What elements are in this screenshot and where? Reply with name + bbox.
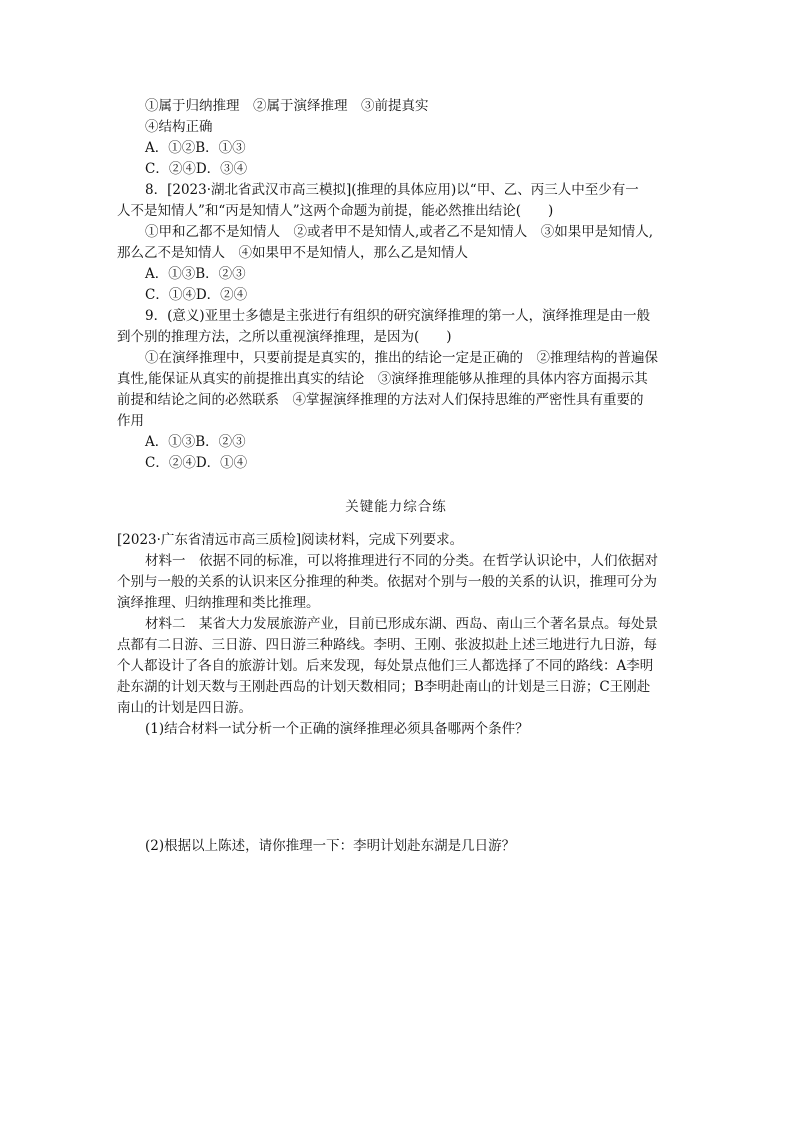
material-2-line-5: 南山的计划是四日游。: [117, 700, 252, 716]
q9-answer-choices-cd: C．②④D．①④: [145, 455, 248, 471]
q7-answer-choices-cd: C．②④D．③④: [145, 161, 248, 177]
q8-answer-choices-cd: C．①④D．②④: [145, 287, 248, 303]
material-1-line-2: 个别与一般的关系的认识来区分推理的种类。依据对个别与一般的关系的认识，推理可分为: [117, 574, 657, 590]
q9-answer-choices-ab: A．①③B．②③: [145, 434, 246, 450]
material-1-line-1: 材料一 依据不同的标准，可以将推理进行不同的分类。在哲学认识论中，人们依据对: [145, 553, 658, 569]
q9-options-line-2: 真性,能保证从真实的前提推出真实的结论 ③演绎推理能够从推理的具体内容方面揭示其: [117, 371, 648, 387]
q7-answer-choices-ab: A．①②B．①③: [145, 140, 246, 156]
q9-options-line-4: 作用: [117, 413, 144, 429]
q8-stem-line-2: 人不是知情人”和“丙是知情人”这两个命题为前提，能必然推出结论( ): [117, 203, 554, 219]
q8-stem-line-1: 8．[2023·湖北省武汉市高三模拟](推理的具体应用)以“甲、乙、丙三人中至少有一: [145, 182, 639, 198]
material-2-line-3: 个人都设计了各自的旅游计划。后来发现，每处景点他们三人都选择了不同的路线：A李明: [117, 658, 654, 674]
exercise-intro: [2023·广东省清远市高三质检]阅读材料，完成下列要求。: [117, 532, 464, 548]
q9-stem-line-1: 9．(意义)亚里士多德是主张进行有组织的研究演绎推理的第一人，演绎推理是由一般: [145, 308, 651, 324]
q9-stem-line-2: 到个别的推理方法，之所以重视演绎推理，是因为( ): [117, 329, 452, 345]
material-2-line-2: 点都有二日游、三日游、四日游三种路线。李明、王刚、张波拟赴上述三地进行九日游，每: [117, 637, 657, 653]
document-content: [117, 96, 675, 857]
answer-space-question-1: [117, 740, 675, 836]
q9-options-line-1: ①在演绎推理中，只要前提是真实的，推出的结论一定是正确的 ②推理结构的普遍保: [145, 350, 658, 366]
material-1-line-3: 演绎推理、归纳推理和类比推理。: [117, 595, 320, 611]
q8-answer-choices-ab: A．①③B．②③: [145, 266, 246, 282]
q9-options-line-3: 前提和结论之间的必然联系 ④掌握演绎推理的方法对人们保持思维的严密性具有重要的: [117, 392, 644, 408]
section-title: 关键能力综合练: [345, 499, 447, 515]
q7-options-line-2: ④结构正确: [145, 119, 213, 135]
q7-options-line-1: ①属于归纳推理 ②属于演绎推理 ③前提真实: [145, 98, 429, 114]
question-2: (2)根据以上陈述，请你推理一下：李明计划赴东湖是几日游？: [145, 838, 516, 854]
q8-options-line-2: 那么乙不是知情人 ④如果甲不是知情人，那么乙是知情人: [117, 245, 468, 261]
material-2-line-1: 材料二 某省大力发展旅游产业，目前已形成东湖、西岛、南山三个著名景点。每处景: [145, 616, 658, 632]
material-2-line-4: 赴东湖的计划天数与王刚赴西岛的计划天数相同；B李明赴南山的计划是三日游；C王刚赴: [117, 679, 651, 695]
q8-options-line-1: ①甲和乙都不是知情人 ②或者甲不是知情人,或者乙不是知情人 ③如果甲是知情人,: [145, 224, 654, 240]
question-1: (1)结合材料一试分析一个正确的演绎推理必须具备哪两个条件？: [145, 721, 529, 737]
